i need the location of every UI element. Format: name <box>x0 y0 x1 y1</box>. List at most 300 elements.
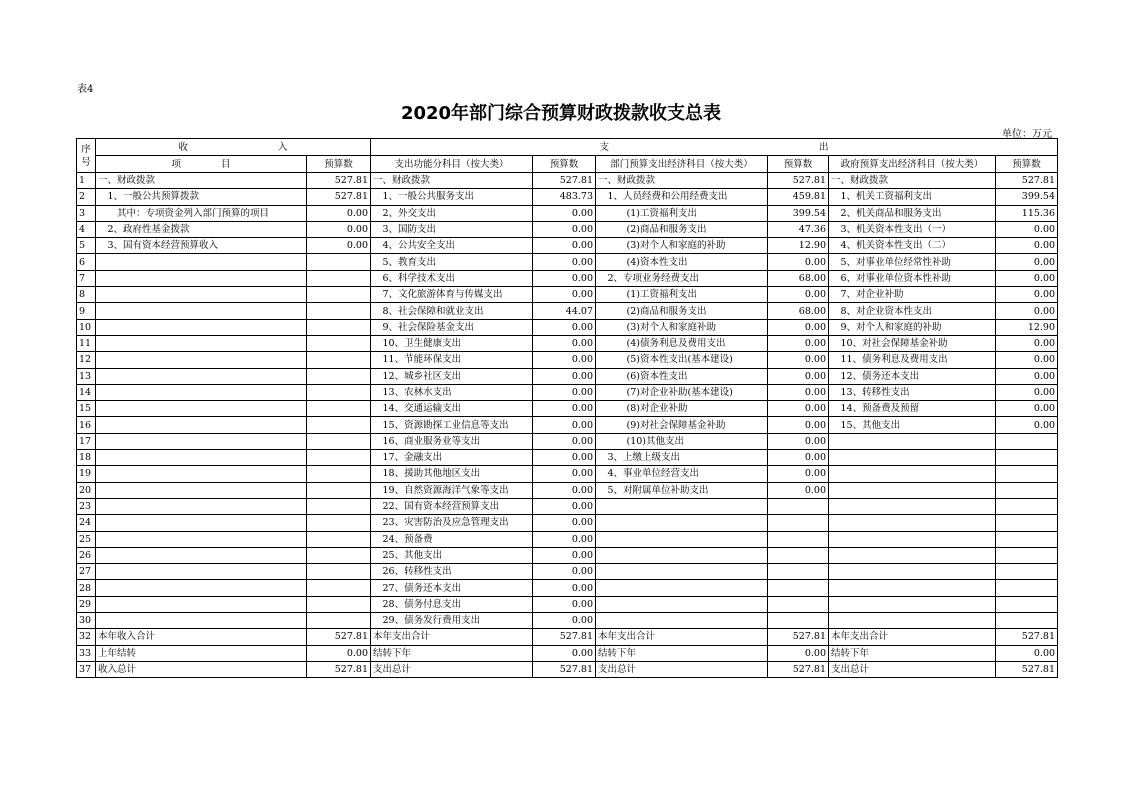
gov-item: 1、机关工资福利支出 <box>829 189 996 205</box>
table-row <box>77 450 1058 466</box>
dept-item: 2、专项业务经费支出 <box>596 270 768 286</box>
func-item: 29、债务发行费用支出 <box>371 613 533 629</box>
func-value: 0.00 <box>533 319 596 335</box>
gov-value: 0.00 <box>996 254 1058 270</box>
income-item <box>96 287 307 303</box>
table-row <box>77 205 1058 221</box>
func-value: 0.00 <box>533 564 596 580</box>
income-item: 收入总计 <box>96 661 307 677</box>
func-item: 23、灾害防治及应急管理支出 <box>371 515 533 531</box>
gov-value <box>996 547 1058 563</box>
func-item: 26、转移性支出 <box>371 564 533 580</box>
income-value <box>307 384 371 400</box>
dept-item: (2)商品和服务支出 <box>596 221 768 237</box>
func-value: 0.00 <box>533 205 596 221</box>
row-seq: 5 <box>77 238 96 254</box>
gov-value <box>996 613 1058 629</box>
row-seq: 10 <box>77 319 96 335</box>
gov-item: 一、财政拨款 <box>829 173 996 189</box>
income-item <box>96 384 307 400</box>
table-row <box>77 629 1058 645</box>
gov-value: 527.81 <box>996 173 1058 189</box>
func-item: 结转下年 <box>371 645 533 661</box>
gov-item <box>829 433 996 449</box>
table-row <box>77 287 1058 303</box>
row-seq: 25 <box>77 531 96 547</box>
row-seq: 20 <box>77 482 96 498</box>
gov-item: 11、债务利息及费用支出 <box>829 352 996 368</box>
income-value <box>307 335 371 351</box>
func-value: 0.00 <box>533 482 596 498</box>
income-value <box>307 466 371 482</box>
dept-item <box>596 531 768 547</box>
dept-value <box>768 547 829 563</box>
table-row <box>77 173 1058 189</box>
dept-item: (4)债务利息及费用支出 <box>596 335 768 351</box>
income-item <box>96 270 307 286</box>
table-row <box>77 564 1058 580</box>
func-value: 527.81 <box>533 629 596 645</box>
row-seq: 19 <box>77 466 96 482</box>
gov-value <box>996 564 1058 580</box>
gov-item: 3、机关资本性支出（一） <box>829 221 996 237</box>
func-value: 527.81 <box>533 661 596 677</box>
gov-item <box>829 466 996 482</box>
func-item: 16、商业服务业等支出 <box>371 433 533 449</box>
func-value: 0.00 <box>533 287 596 303</box>
table-row <box>77 352 1058 368</box>
dept-value: 0.00 <box>768 254 829 270</box>
dept-value: 527.81 <box>768 173 829 189</box>
gov-value: 0.00 <box>996 238 1058 254</box>
dept-item: (3)对个人和家庭补助 <box>596 319 768 335</box>
gov-value: 0.00 <box>996 352 1058 368</box>
dept-value: 0.00 <box>768 417 829 433</box>
income-value <box>307 482 371 498</box>
gov-item: 9、对个人和家庭的补助 <box>829 319 996 335</box>
row-seq: 3 <box>77 205 96 221</box>
func-item: 7、文化旅游体育与传媒支出 <box>371 287 533 303</box>
gov-item <box>829 580 996 596</box>
gov-value: 0.00 <box>996 368 1058 384</box>
income-value <box>307 596 371 612</box>
income-value <box>307 270 371 286</box>
income-value <box>307 580 371 596</box>
row-seq: 27 <box>77 564 96 580</box>
func-budget-header: 预算数 <box>533 156 596 173</box>
gov-item <box>829 613 996 629</box>
dept-value: 12.90 <box>768 238 829 254</box>
func-value: 0.00 <box>533 384 596 400</box>
row-seq: 2 <box>77 189 96 205</box>
table-row <box>77 515 1058 531</box>
gov-value: 0.00 <box>996 270 1058 286</box>
gov-item <box>829 596 996 612</box>
gov-value: 0.00 <box>996 384 1058 400</box>
func-value: 0.00 <box>533 596 596 612</box>
table-row <box>77 433 1058 449</box>
gov-item: 4、机关资本性支出（二） <box>829 238 996 254</box>
func-item: 25、其他支出 <box>371 547 533 563</box>
income-item: 一、财政拨款 <box>96 173 307 189</box>
budget-table <box>76 138 1058 678</box>
income-value <box>307 547 371 563</box>
table-row <box>77 466 1058 482</box>
func-item: 14、交通运输支出 <box>371 401 533 417</box>
income-value: 0.00 <box>307 238 371 254</box>
income-item <box>96 319 307 335</box>
income-item <box>96 335 307 351</box>
dept-item: 结转下年 <box>596 645 768 661</box>
gov-econ-header: 政府预算支出经济科目（按大类） <box>829 156 996 173</box>
row-seq: 6 <box>77 254 96 270</box>
dept-item <box>596 564 768 580</box>
dept-item: (1)工资福利支出 <box>596 205 768 221</box>
dept-item: (5)资本性支出(基本建设) <box>596 352 768 368</box>
dept-value: 527.81 <box>768 661 829 677</box>
dept-value: 0.00 <box>768 433 829 449</box>
row-seq: 9 <box>77 303 96 319</box>
income-item: 其中：专项资金列入部门预算的项目 <box>96 205 307 221</box>
dept-value: 0.00 <box>768 319 829 335</box>
income-item <box>96 303 307 319</box>
gov-item: 7、对企业补助 <box>829 287 996 303</box>
gov-budget-header: 预算数 <box>996 156 1058 173</box>
dept-value: 0.00 <box>768 335 829 351</box>
func-item: 3、国防支出 <box>371 221 533 237</box>
func-value: 0.00 <box>533 466 596 482</box>
dept-value: 47.36 <box>768 221 829 237</box>
func-value: 0.00 <box>533 515 596 531</box>
income-value <box>307 319 371 335</box>
dept-value: 0.00 <box>768 482 829 498</box>
func-item: 27、债务还本支出 <box>371 580 533 596</box>
row-seq: 26 <box>77 547 96 563</box>
table-row <box>77 368 1058 384</box>
dept-value: 0.00 <box>768 450 829 466</box>
func-value: 0.00 <box>533 352 596 368</box>
gov-item <box>829 564 996 580</box>
dept-item: (7)对企业补助(基本建设) <box>596 384 768 400</box>
dept-item: 5、对附属单位补助支出 <box>596 482 768 498</box>
seq-header: 序号 <box>77 139 96 173</box>
income-item: 1、一般公共预算拨款 <box>96 189 307 205</box>
row-seq: 17 <box>77 433 96 449</box>
dept-value <box>768 596 829 612</box>
dept-value: 527.81 <box>768 629 829 645</box>
table-row <box>77 482 1058 498</box>
dept-item: 4、事业单位经营支出 <box>596 466 768 482</box>
gov-item: 13、转移性支出 <box>829 384 996 400</box>
income-item <box>96 596 307 612</box>
income-item <box>96 433 307 449</box>
func-value: 0.00 <box>533 417 596 433</box>
row-seq: 18 <box>77 450 96 466</box>
row-seq: 32 <box>77 629 96 645</box>
row-seq: 8 <box>77 287 96 303</box>
row-seq: 37 <box>77 661 96 677</box>
income-budget-header: 预算数 <box>307 156 371 173</box>
dept-value: 0.00 <box>768 384 829 400</box>
income-value <box>307 368 371 384</box>
income-value <box>307 531 371 547</box>
dept-value: 459.81 <box>768 189 829 205</box>
func-value: 44.07 <box>533 303 596 319</box>
income-item <box>96 450 307 466</box>
gov-value <box>996 580 1058 596</box>
table-row <box>77 661 1058 677</box>
gov-value <box>996 498 1058 514</box>
dept-value <box>768 531 829 547</box>
table-row <box>77 645 1058 661</box>
func-item: 支出总计 <box>371 661 533 677</box>
gov-item: 8、对企业资本性支出 <box>829 303 996 319</box>
func-value: 0.00 <box>533 401 596 417</box>
func-item: 22、国有资本经营预算支出 <box>371 498 533 514</box>
func-value: 0.00 <box>533 531 596 547</box>
header-row-columns <box>77 156 1058 173</box>
page-title: 2020年部门综合预算财政拨款收支总表 <box>400 103 722 124</box>
dept-value: 0.00 <box>768 466 829 482</box>
gov-value <box>996 450 1058 466</box>
func-value: 0.00 <box>533 238 596 254</box>
income-value <box>307 417 371 433</box>
dept-item <box>596 498 768 514</box>
income-item <box>96 466 307 482</box>
gov-item <box>829 531 996 547</box>
row-seq: 33 <box>77 645 96 661</box>
income-item: 上年结转 <box>96 645 307 661</box>
income-value <box>307 401 371 417</box>
income-value <box>307 254 371 270</box>
income-item <box>96 401 307 417</box>
income-value <box>307 303 371 319</box>
dept-item: 本年支出合计 <box>596 629 768 645</box>
gov-item: 12、债务还本支出 <box>829 368 996 384</box>
dept-item: 3、上缴上级支出 <box>596 450 768 466</box>
dept-value: 68.00 <box>768 270 829 286</box>
dept-value <box>768 613 829 629</box>
row-seq: 24 <box>77 515 96 531</box>
func-item: 19、自然资源海洋气象等支出 <box>371 482 533 498</box>
income-item: 本年收入合计 <box>96 629 307 645</box>
row-seq: 13 <box>77 368 96 384</box>
dept-item <box>596 596 768 612</box>
income-value <box>307 613 371 629</box>
dept-value <box>768 580 829 596</box>
table-row <box>77 189 1058 205</box>
func-item: 10、卫生健康支出 <box>371 335 533 351</box>
gov-value <box>996 433 1058 449</box>
gov-value <box>996 482 1058 498</box>
func-value: 0.00 <box>533 547 596 563</box>
row-seq: 11 <box>77 335 96 351</box>
row-seq: 23 <box>77 498 96 514</box>
gov-item: 6、对事业单位资本性补助 <box>829 270 996 286</box>
gov-item <box>829 547 996 563</box>
func-item: 4、公共安全支出 <box>371 238 533 254</box>
func-item: 13、农林水支出 <box>371 384 533 400</box>
func-item: 5、教育支出 <box>371 254 533 270</box>
dept-value: 0.00 <box>768 287 829 303</box>
row-seq: 14 <box>77 384 96 400</box>
gov-value <box>996 466 1058 482</box>
table-row <box>77 547 1058 563</box>
gov-value: 527.81 <box>996 661 1058 677</box>
income-value: 0.00 <box>307 645 371 661</box>
income-item <box>96 254 307 270</box>
row-seq: 29 <box>77 596 96 612</box>
gov-item: 结转下年 <box>829 645 996 661</box>
gov-value <box>996 596 1058 612</box>
income-item <box>96 368 307 384</box>
row-seq: 7 <box>77 270 96 286</box>
gov-value: 399.54 <box>996 189 1058 205</box>
func-value: 483.73 <box>533 189 596 205</box>
func-value: 0.00 <box>533 613 596 629</box>
dept-value: 0.00 <box>768 645 829 661</box>
table-row <box>77 580 1058 596</box>
gov-value <box>996 531 1058 547</box>
unit-label: 单位：万元 <box>1002 129 1052 140</box>
func-item: 9、社会保险基金支出 <box>371 319 533 335</box>
table-row <box>77 303 1058 319</box>
table-row <box>77 401 1058 417</box>
gov-value: 115.36 <box>996 205 1058 221</box>
dept-value <box>768 498 829 514</box>
dept-item: (10)其他支出 <box>596 433 768 449</box>
income-item: 3、国有资本经营预算收入 <box>96 238 307 254</box>
income-item <box>96 531 307 547</box>
func-value: 0.00 <box>533 368 596 384</box>
dept-value <box>768 515 829 531</box>
dept-item: 一、财政拨款 <box>596 173 768 189</box>
row-seq: 28 <box>77 580 96 596</box>
func-item: 28、债务付息支出 <box>371 596 533 612</box>
dept-item: (2)商品和服务支出 <box>596 303 768 319</box>
gov-item <box>829 450 996 466</box>
income-value: 0.00 <box>307 205 371 221</box>
table-row <box>77 270 1058 286</box>
gov-item: 10、对社会保障基金补助 <box>829 335 996 351</box>
table-row <box>77 531 1058 547</box>
gov-item: 2、机关商品和服务支出 <box>829 205 996 221</box>
income-value: 527.81 <box>307 173 371 189</box>
income-item <box>96 498 307 514</box>
gov-value: 0.00 <box>996 287 1058 303</box>
table-row <box>77 335 1058 351</box>
dept-value: 0.00 <box>768 368 829 384</box>
row-seq: 12 <box>77 352 96 368</box>
dept-item <box>596 613 768 629</box>
table-row <box>77 384 1058 400</box>
expense-group-header: 支 出 <box>371 139 1058 156</box>
gov-value: 0.00 <box>996 221 1058 237</box>
func-category-header: 支出功能分科目（按大类） <box>371 156 533 173</box>
table-row <box>77 221 1058 237</box>
income-value <box>307 498 371 514</box>
dept-budget-header: 预算数 <box>768 156 829 173</box>
income-item <box>96 564 307 580</box>
gov-value <box>996 515 1058 531</box>
row-seq: 30 <box>77 613 96 629</box>
income-value <box>307 287 371 303</box>
func-item: 8、社会保障和就业支出 <box>371 303 533 319</box>
gov-value: 527.81 <box>996 629 1058 645</box>
row-seq: 16 <box>77 417 96 433</box>
income-item <box>96 482 307 498</box>
func-item: 11、节能环保支出 <box>371 352 533 368</box>
func-value: 527.81 <box>533 173 596 189</box>
gov-item: 本年支出合计 <box>829 629 996 645</box>
row-seq: 1 <box>77 173 96 189</box>
table-row <box>77 254 1058 270</box>
gov-value: 0.00 <box>996 645 1058 661</box>
func-item: 15、资源勘探工业信息等支出 <box>371 417 533 433</box>
gov-item: 5、对事业单位经常性补助 <box>829 254 996 270</box>
income-item <box>96 352 307 368</box>
func-item: 一、财政拨款 <box>371 173 533 189</box>
income-value <box>307 515 371 531</box>
income-item <box>96 515 307 531</box>
table-row <box>77 417 1058 433</box>
table-row <box>77 596 1058 612</box>
dept-value: 68.00 <box>768 303 829 319</box>
gov-item <box>829 515 996 531</box>
func-item: 12、城乡社区支出 <box>371 368 533 384</box>
income-value: 527.81 <box>307 189 371 205</box>
income-value: 0.00 <box>307 221 371 237</box>
gov-item: 14、预备费及预留 <box>829 401 996 417</box>
gov-value: 12.90 <box>996 319 1058 335</box>
income-value <box>307 352 371 368</box>
income-group-header: 收 入 <box>96 139 371 156</box>
gov-item: 支出总计 <box>829 661 996 677</box>
row-seq: 4 <box>77 221 96 237</box>
dept-item: (6)资本性支出 <box>596 368 768 384</box>
gov-value: 0.00 <box>996 335 1058 351</box>
dept-value <box>768 564 829 580</box>
func-item: 1、一般公共服务支出 <box>371 189 533 205</box>
func-value: 0.00 <box>533 270 596 286</box>
dept-econ-header: 部门预算支出经济科目（按大类） <box>596 156 768 173</box>
func-value: 0.00 <box>533 580 596 596</box>
func-item: 6、科学技术支出 <box>371 270 533 286</box>
func-item: 24、预备费 <box>371 531 533 547</box>
gov-value: 0.00 <box>996 417 1058 433</box>
income-value <box>307 564 371 580</box>
dept-item: (8)对企业补助 <box>596 401 768 417</box>
func-value: 0.00 <box>533 450 596 466</box>
income-item <box>96 417 307 433</box>
dept-item <box>596 515 768 531</box>
func-value: 0.00 <box>533 254 596 270</box>
table-row <box>77 613 1058 629</box>
income-value <box>307 450 371 466</box>
gov-value: 0.00 <box>996 303 1058 319</box>
func-item: 2、外交支出 <box>371 205 533 221</box>
func-value: 0.00 <box>533 433 596 449</box>
gov-item <box>829 482 996 498</box>
header-row-group <box>77 139 1058 156</box>
dept-item: (3)对个人和家庭的补助 <box>596 238 768 254</box>
dept-item: 支出总计 <box>596 661 768 677</box>
dept-item <box>596 580 768 596</box>
income-value: 527.81 <box>307 629 371 645</box>
dept-item: (1)工资福利支出 <box>596 287 768 303</box>
table-row <box>77 319 1058 335</box>
func-item: 17、金融支出 <box>371 450 533 466</box>
